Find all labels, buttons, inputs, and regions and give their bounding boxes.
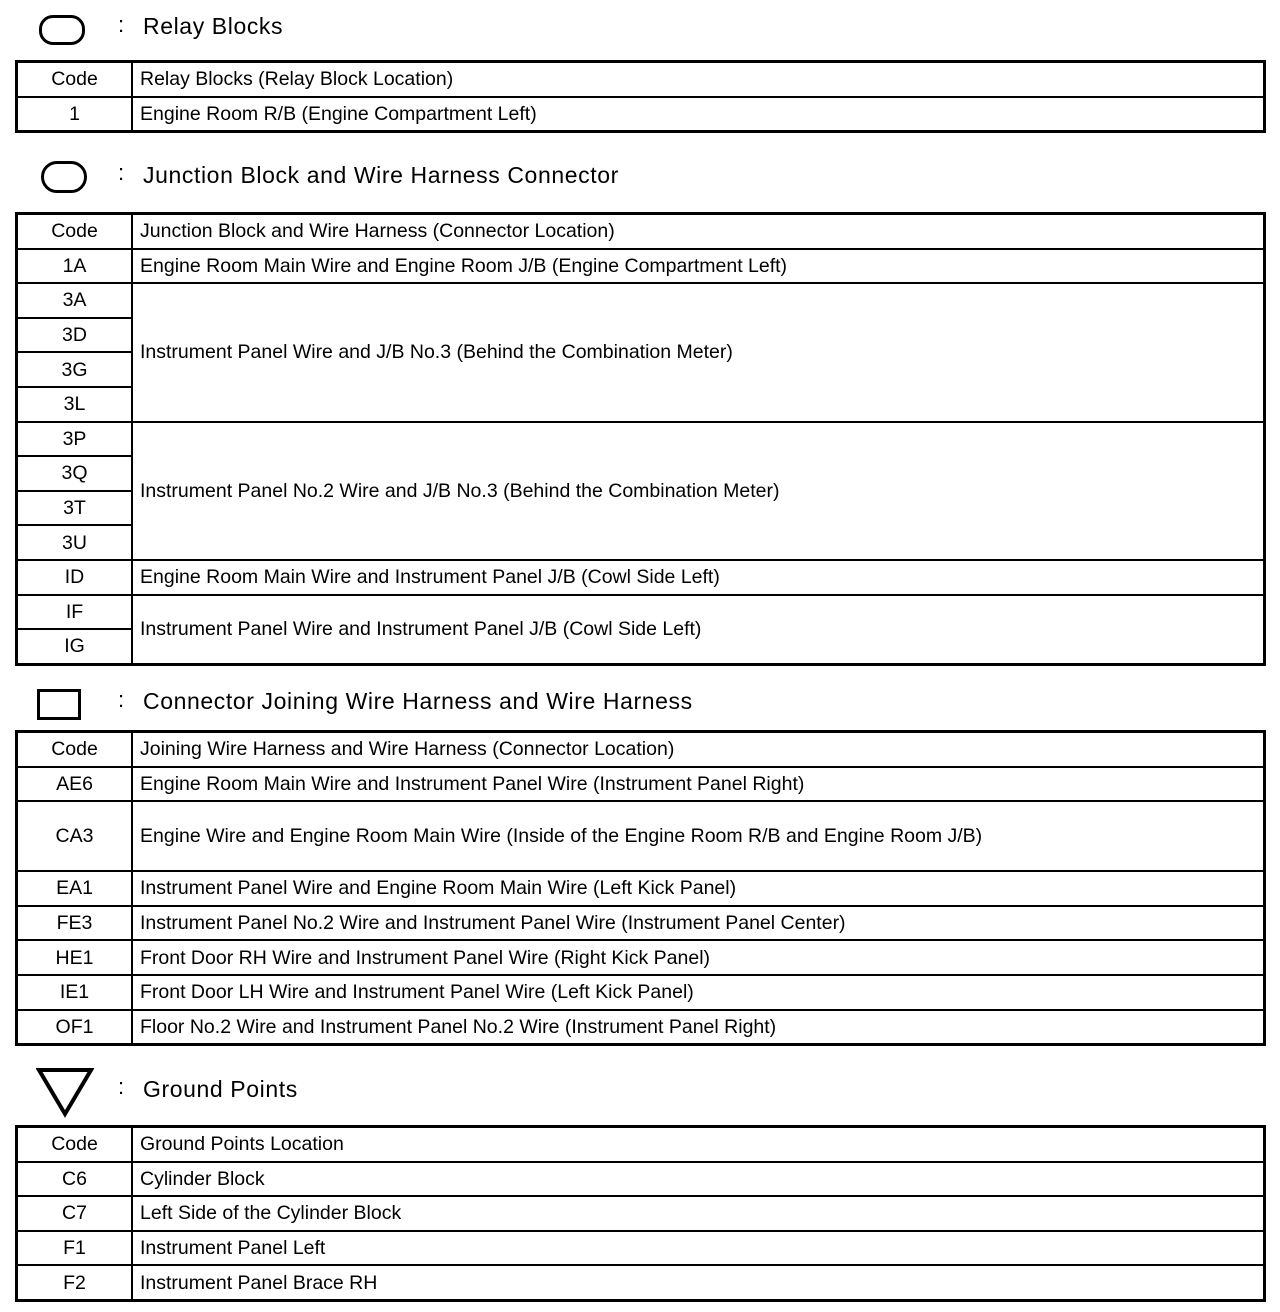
- triangle-down-icon: [36, 1066, 94, 1118]
- row-desc: Instrument Panel No.2 Wire and J/B No.3 (Behind the Combination Meter): [132, 422, 1265, 560]
- header-code: Code: [17, 62, 133, 97]
- row-code: EA1: [17, 871, 133, 906]
- row-code: HE1: [17, 940, 133, 975]
- section-title: Connector Joining Wire Harness and Wire Harness: [143, 688, 693, 714]
- row-code: FE3: [17, 906, 133, 941]
- row-desc: Cylinder Block: [132, 1162, 1265, 1197]
- row-code: AE6: [17, 767, 133, 802]
- row-desc: Instrument Panel No.2 Wire and Instrument Panel Wire (Instrument Panel Center): [132, 906, 1265, 941]
- table-header-row: [17, 732, 1265, 767]
- row-desc: Engine Room Main Wire and Instrument Panel Wire (Instrument Panel Right): [132, 767, 1265, 802]
- row-code: 3U: [17, 525, 133, 560]
- section-header-ground-points: [0, 1066, 1280, 1106]
- row-desc: Engine Room Main Wire and Instrument Panel J/B (Cowl Side Left): [132, 560, 1265, 595]
- section-title: Junction Block and Wire Harness Connector: [143, 162, 619, 188]
- header-desc: Joining Wire Harness and Wire Harness (Connector Location): [132, 732, 1265, 767]
- section-header-junction-block: [0, 157, 1280, 197]
- table-row: [17, 1162, 1265, 1197]
- table-row: [17, 1265, 1265, 1300]
- row-desc: Engine Room Main Wire and Engine Room J/B (Engine Compartment Left): [132, 249, 1265, 284]
- row-code: 3G: [17, 352, 133, 387]
- row-code: IE1: [17, 975, 133, 1010]
- row-desc: Left Side of the Cylinder Block: [132, 1196, 1265, 1231]
- rectangle-icon: [37, 689, 81, 720]
- row-code: F1: [17, 1231, 133, 1266]
- connector-joining-table: [15, 730, 1266, 1046]
- row-desc: Front Door RH Wire and Instrument Panel Wire (Right Kick Panel): [132, 940, 1265, 975]
- header-code: Code: [17, 732, 133, 767]
- junction-block-table: [15, 212, 1266, 666]
- row-code: CA3: [17, 801, 133, 871]
- row-desc: Instrument Panel Brace RH: [132, 1265, 1265, 1300]
- table-row: [17, 283, 1265, 318]
- relay-blocks-table: [15, 60, 1266, 133]
- row-desc: Instrument Panel Wire and Instrument Panel J/B (Cowl Side Left): [132, 595, 1265, 665]
- row-code: 1A: [17, 249, 133, 284]
- table-header-row: [17, 62, 1265, 97]
- table-row: [17, 940, 1265, 975]
- table-row: [17, 422, 1265, 457]
- colon: :: [118, 1074, 125, 1099]
- row-code: 3D: [17, 318, 133, 353]
- table-row: [17, 1010, 1265, 1045]
- table-row: [17, 249, 1265, 284]
- row-code: F2: [17, 1265, 133, 1300]
- table-row: [17, 871, 1265, 906]
- header-desc: Relay Blocks (Relay Block Location): [132, 62, 1265, 97]
- table-row: [17, 767, 1265, 802]
- row-code: ID: [17, 560, 133, 595]
- rounded-rectangle-icon: [39, 15, 85, 45]
- table-header-row: [17, 1127, 1265, 1162]
- row-desc: Instrument Panel Wire and Engine Room Main Wire (Left Kick Panel): [132, 871, 1265, 906]
- row-code: 3Q: [17, 456, 133, 491]
- row-desc: Instrument Panel Left: [132, 1231, 1265, 1266]
- row-code: 1: [17, 97, 133, 132]
- row-code: IG: [17, 629, 133, 664]
- row-desc: Floor No.2 Wire and Instrument Panel No.2 Wire (Instrument Panel Right): [132, 1010, 1265, 1045]
- table-row: [17, 801, 1265, 871]
- header-code: Code: [17, 214, 133, 249]
- section-header-connector-joining: [0, 683, 1280, 723]
- row-code: 3L: [17, 387, 133, 422]
- row-code: C7: [17, 1196, 133, 1231]
- colon: :: [118, 160, 125, 185]
- table-row: [17, 1231, 1265, 1266]
- table-header-row: [17, 214, 1265, 249]
- section-title: Relay Blocks: [143, 13, 284, 39]
- header-desc: Ground Points Location: [132, 1127, 1265, 1162]
- table-row: [17, 560, 1265, 595]
- row-desc: Instrument Panel Wire and J/B No.3 (Behind the Combination Meter): [132, 283, 1265, 421]
- colon: :: [118, 687, 125, 712]
- table-row: [17, 1196, 1265, 1231]
- row-code: 3T: [17, 491, 133, 526]
- table-row: [17, 906, 1265, 941]
- table-row: [17, 595, 1265, 630]
- row-code: 3A: [17, 283, 133, 318]
- header-code: Code: [17, 1127, 133, 1162]
- table-row: [17, 97, 1265, 132]
- row-desc: Front Door LH Wire and Instrument Panel Wire (Left Kick Panel): [132, 975, 1265, 1010]
- row-desc: Engine Room R/B (Engine Compartment Left): [132, 97, 1265, 132]
- row-desc: Engine Wire and Engine Room Main Wire (Inside of the Engine Room R/B and Engine Room J/B): [132, 801, 1265, 871]
- table-row: [17, 975, 1265, 1010]
- row-code: 3P: [17, 422, 133, 457]
- row-code: OF1: [17, 1010, 133, 1045]
- section-title: Ground Points: [143, 1076, 298, 1102]
- ground-points-table: [15, 1125, 1266, 1302]
- colon: :: [118, 12, 125, 37]
- oval-icon: [41, 161, 87, 193]
- section-header-relay-blocks: [0, 8, 1280, 48]
- row-code: IF: [17, 595, 133, 630]
- header-desc: Junction Block and Wire Harness (Connector Location): [132, 214, 1265, 249]
- row-code: C6: [17, 1162, 133, 1197]
